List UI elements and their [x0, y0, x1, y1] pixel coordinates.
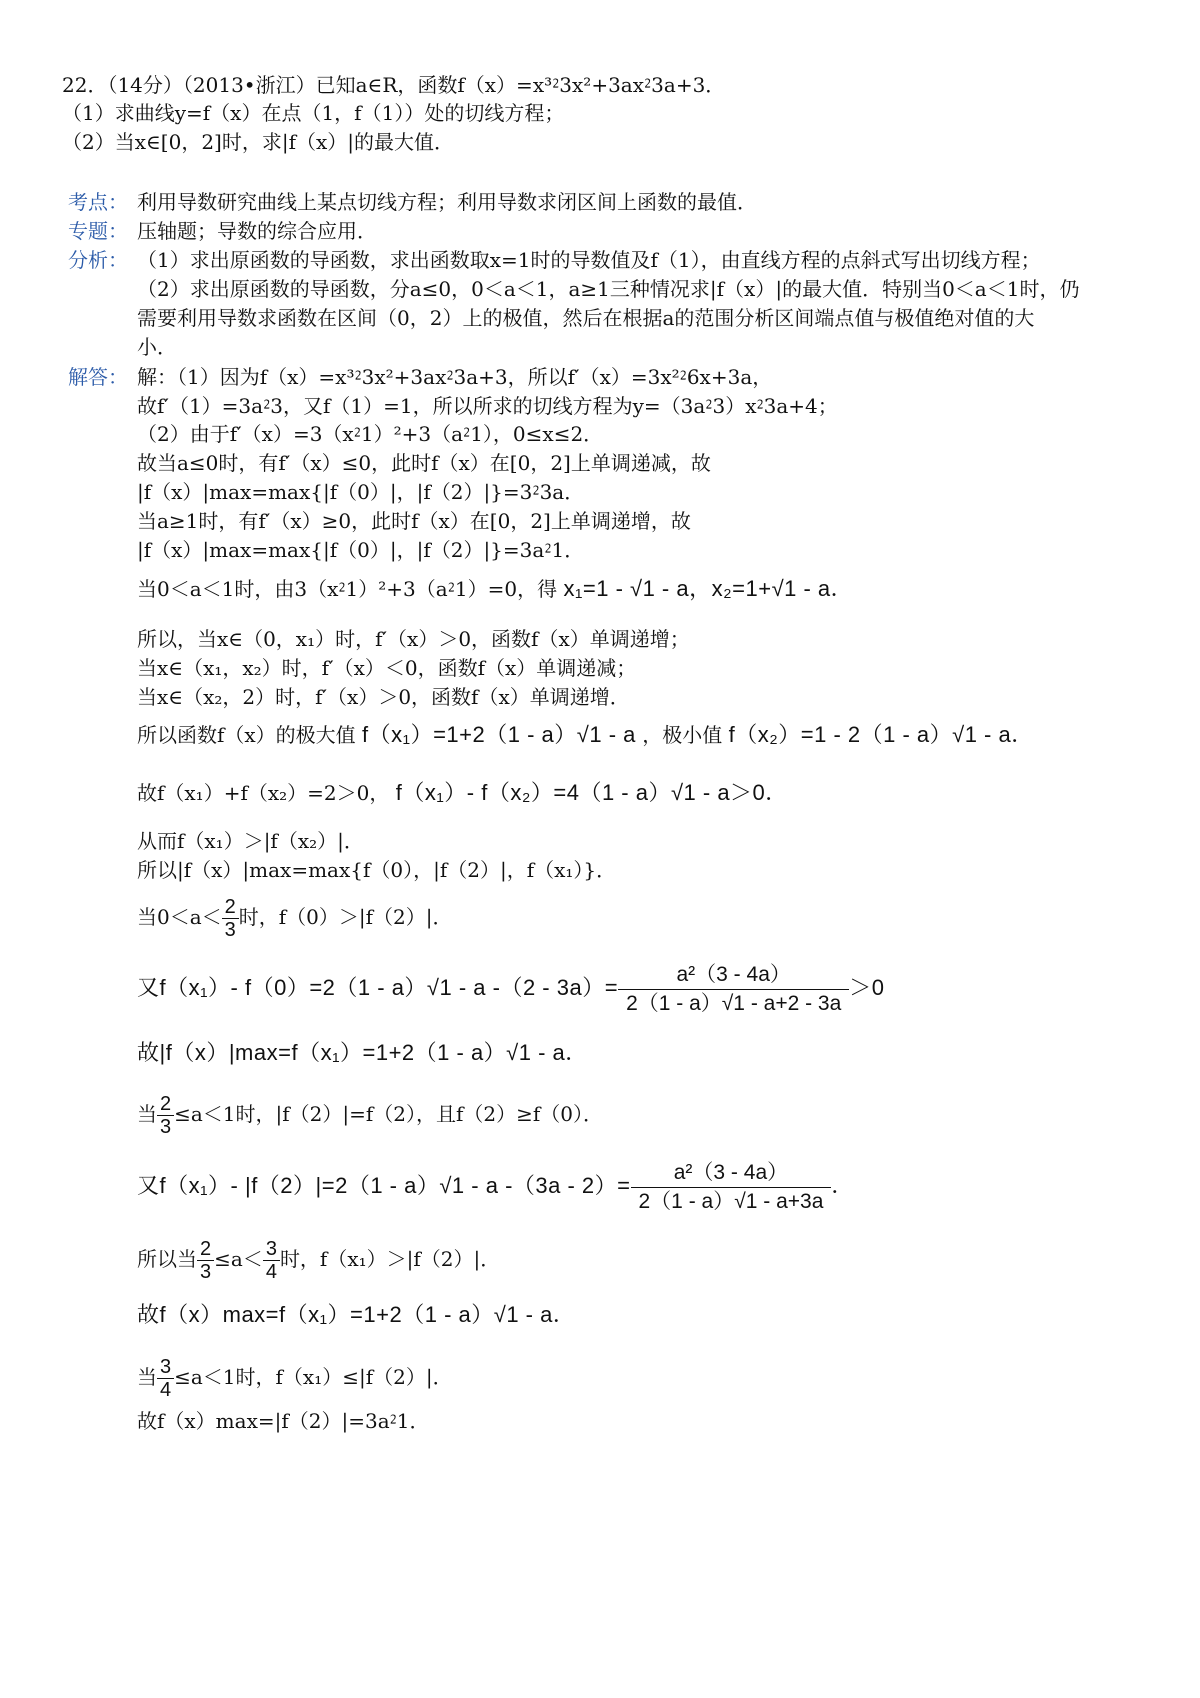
- fraction-den: 3: [200, 1261, 212, 1283]
- kaodian-text: 利用导数研究曲线上某点切线方程；利用导数求闭区间上函数的最值．: [137, 190, 757, 214]
- fraction-den: 3: [224, 919, 236, 941]
- solution-line-15: 所以|f（x）|max=max{f（0），|f（2）|，f（x₁）}．: [137, 858, 617, 882]
- solution-line-5: |f（x）|max=max{|f（0）|，|f（2）|}=3⁲3a．: [137, 480, 585, 504]
- solution-line-12: [137, 722, 1034, 748]
- solution-line-23: [137, 1353, 453, 1401]
- solution-line-22: [137, 1302, 575, 1328]
- zhuanti-text: 压轴题；导数的综合应用．: [137, 219, 377, 243]
- fenxi-label: 分析：: [68, 248, 128, 272]
- solution-line-12-sep: ，极小值: [642, 723, 723, 747]
- solution-line-13: [137, 780, 788, 806]
- solution-line-19: [137, 1090, 603, 1138]
- fraction-2-3: [197, 1238, 214, 1283]
- solution-line-21-post: 时，f（x₁）＞|f（2）|．: [279, 1247, 501, 1271]
- solution-line-17-gt: ＞0: [849, 975, 885, 1000]
- fraction-den: 2（1 - a）√1 - a+3a: [638, 1190, 824, 1213]
- problem-question-1: （1）求曲线y=f（x）在点（1，f（1））处的切线方程；: [62, 101, 565, 125]
- zhuanti-label: 专题：: [68, 219, 128, 243]
- solution-line-21: [137, 1235, 500, 1283]
- solution-line-8-roots: x₁=1 - √1 - a，x₂=1+√1 - a．: [563, 576, 854, 601]
- solution-line-23-pre: 当: [137, 1365, 157, 1389]
- fraction-den: 4: [265, 1261, 277, 1283]
- solution-line-18-math: 故|f（x）|max=f（x₁）=1+2（1 - a）√1 - a．: [137, 1040, 588, 1065]
- solution-line-23-post: ≤a＜1时，f（x₁）≤|f（2）|．: [174, 1365, 453, 1389]
- fraction-den: 3: [160, 1116, 172, 1138]
- solution-line-17-fraction: [618, 961, 849, 1018]
- solution-line-22-math: 故f（x）max=f（x₁）=1+2（1 - a）√1 - a．: [137, 1302, 576, 1327]
- solution-line-13-text: 故f（x₁）+f（x₂）=2＞0，: [137, 781, 390, 805]
- fraction-num: 3: [263, 1238, 280, 1261]
- solution-line-20-fraction: [631, 1159, 832, 1216]
- solution-line-21-pre: 所以当: [137, 1247, 197, 1271]
- solution-line-19-post: ≤a＜1时，|f（2）|=f（2），且f（2）≥f（0）．: [174, 1102, 604, 1126]
- solution-line-16: [137, 893, 453, 941]
- solution-line-1: 解：（1）因为f（x）=x³⁲3x²+3ax⁲3a+3，所以f′（x）=3x²⁲6x+3a，: [137, 365, 773, 389]
- solution-line-8-text: 当0＜a＜1时，由3（x⁲1）²+3（a⁲1）=0，得: [137, 577, 558, 601]
- solution-line-17: [137, 958, 885, 1018]
- fraction-den: 4: [160, 1379, 172, 1401]
- solution-line-8: [137, 576, 853, 602]
- solution-line-17-lhs: 又f（x₁）- f（0）=2（1 - a）√1 - a -（2 - 3a）=: [137, 975, 619, 1000]
- solution-line-19-pre: 当: [137, 1102, 157, 1126]
- solution-line-16-post: 时，f（0）＞|f（2）|．: [238, 905, 453, 929]
- solution-line-20-lhs: 又f（x₁）- |f（2）|=2（1 - a）√1 - a -（3a - 2）=: [137, 1173, 631, 1198]
- problem-question-2: （2）当x∈[0，2]时，求|f（x）|的最大值．: [62, 130, 455, 154]
- kaodian-label: 考点：: [68, 190, 128, 214]
- solution-line-20-end: ．: [831, 1173, 854, 1198]
- solution-line-10: 当x∈（x₁，x₂）时，f′（x）＜0，函数f（x）单调递减；: [137, 656, 637, 680]
- fraction-2-3: [157, 1093, 174, 1138]
- fenxi-line-1: （1）求出原函数的导函数，求出函数取x=1时的导数值及f（1），由直线方程的点斜式写出切线方程；: [137, 248, 1041, 272]
- solution-line-12-min: f（x₂）=1 - 2（1 - a）√1 - a．: [728, 722, 1034, 747]
- fenxi-line-3: 需要利用导数求函数在区间（0，2）上的极值，然后在根据a的范围分析区间端点值与极值绝对值的大: [137, 306, 1035, 330]
- solution-line-6: 当a≥1时，有f′（x）≥0，此时f（x）在[0，2]上单调递增，故: [137, 509, 691, 533]
- solution-line-7: |f（x）|max=max{|f（0）|，|f（2）|}=3a⁲1．: [137, 538, 585, 562]
- solution-line-2: 故f′（1）=3a⁲3，又f（1）=1，所以所求的切线方程为y=（3a⁲3）x⁲3a+4；: [137, 394, 838, 418]
- solution-line-20: [137, 1156, 854, 1216]
- solution-line-16-pre: 当0＜a＜: [137, 905, 222, 929]
- solution-line-21-mid: ≤a＜: [214, 1247, 263, 1271]
- fraction-num: 2: [222, 896, 239, 919]
- fraction-3-4: [157, 1356, 174, 1401]
- solution-line-12-max: f（x₁）=1+2（1 - a）√1 - a: [362, 722, 636, 747]
- jieda-label: 解答：: [68, 365, 128, 389]
- fraction-num: 3: [157, 1356, 174, 1379]
- solution-line-18: [137, 1040, 588, 1066]
- solution-line-11: 当x∈（x₂，2）时，f′（x）＞0，函数f（x）单调递增．: [137, 685, 630, 709]
- solution-line-3: （2）由于f′（x）=3（x⁲1）²+3（a⁲1），0≤x≤2．: [137, 422, 604, 446]
- solution-line-14: 从而f（x₁）＞|f（x₂）|．: [137, 829, 364, 853]
- solution-line-9: 所以，当x∈（0，x₁）时，f′（x）＞0，函数f（x）单调递增；: [137, 627, 690, 651]
- solution-line-13-math: f（x₁）- f（x₂）=4（1 - a）√1 - a＞0．: [395, 780, 788, 805]
- problem-header: 22．（14分）（2013•浙江）已知a∈R，函数f（x）=x³⁲3x²+3ax⁲3a+3．: [62, 73, 726, 97]
- fraction-3-4: [263, 1238, 280, 1283]
- solution-line-4: 故当a≤0时，有f′（x）≤0，此时f（x）在[0，2]上单调递减，故: [137, 451, 711, 475]
- fraction-num: 2: [157, 1093, 174, 1116]
- fenxi-line-2: （2）求出原函数的导函数，分a≤0，0＜a＜1，a≥1三种情况求|f（x）|的最大值．特别当0＜a＜1时，仍: [137, 277, 1080, 301]
- fenxi-line-4: 小．: [137, 335, 177, 359]
- fraction-num: a²（3 - 4a）: [631, 1159, 832, 1188]
- fraction-num: 2: [197, 1238, 214, 1261]
- fraction-2-3: [222, 896, 239, 941]
- fraction-num: a²（3 - 4a）: [618, 961, 849, 990]
- solution-line-12-text: 所以函数f（x）的极大值: [137, 723, 356, 747]
- fraction-den: 2（1 - a）√1 - a+2 - 3a: [626, 992, 842, 1015]
- solution-line-24: 故f（x）max=|f（2）|=3a⁲1．: [137, 1409, 430, 1433]
